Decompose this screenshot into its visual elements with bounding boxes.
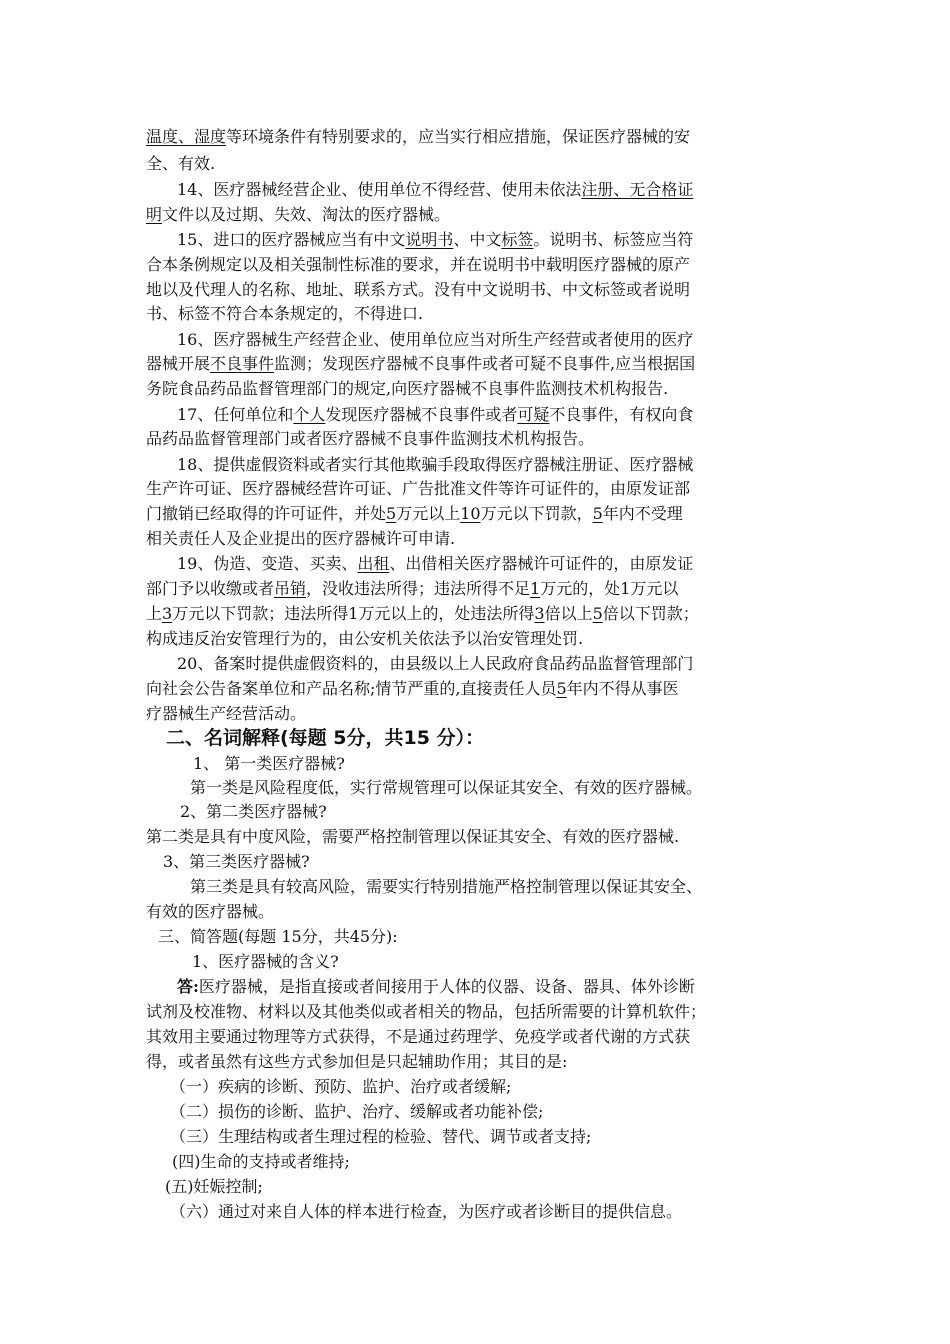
text-line	[163, 850, 310, 876]
underlined-text: 可疑	[517, 405, 550, 424]
text-line	[146, 825, 679, 851]
underlined-text: 不良事件	[210, 354, 275, 373]
text-line	[146, 427, 594, 453]
text-segment: 倍以下罚款；	[602, 604, 699, 623]
text-segment: 生产许可证、医疗器械经营许可证、广告批准文件等许可证件的，由原发证部	[146, 479, 691, 498]
text-line	[146, 253, 690, 279]
underlined-text: 明	[146, 205, 163, 224]
text-line	[177, 652, 693, 678]
text-segment: 3、第三类医疗器械?	[163, 852, 310, 871]
underlined-text: 3	[162, 604, 173, 623]
text-line	[177, 552, 693, 578]
text-line	[146, 1025, 690, 1051]
text-segment: （二）损伤的诊断、监护、治疗、缓解或者功能补偿;	[170, 1102, 544, 1121]
text-line	[146, 577, 678, 603]
text-segment: 试剂及校准物、材料以及其他类似或者相关的物品，包括所需要的计算机软件；	[146, 1002, 707, 1021]
text-segment: 18、提供虚假资料或者实行其他欺骗手段取得医疗器械注册证、医疗器械	[177, 455, 694, 474]
underlined-text: 10	[460, 504, 481, 523]
text-segment: 上	[146, 604, 163, 623]
text-segment: 得，或者虽然有这些方式参加但是只起辅助作用；其目的是:	[146, 1052, 568, 1071]
underlined-text: 标签	[501, 230, 534, 249]
text-segment: 第二类是具有中度风险，需要严格控制管理以保证其安全、有效的医疗器械.	[146, 827, 680, 846]
list-item	[170, 1200, 682, 1226]
text-segment: 器械开展	[146, 354, 211, 373]
underlined-text: 5	[592, 604, 603, 623]
text-segment: 其效用主要通过物理等方式获得，不是通过药理学、免疫学或者代谢的方式获	[146, 1027, 691, 1046]
text-segment: 务院食品药品监督管理部门的规定,向医疗器械不良事件监测技术机构报告.	[146, 379, 669, 398]
text-segment: 万元以上	[396, 504, 461, 523]
underlined-text: 3	[534, 604, 545, 623]
text-segment: (四)生命的支持或者维持;	[172, 1152, 350, 1171]
underlined-text: 注册、无合格证	[581, 180, 694, 199]
text-segment: 20、备案时提供虚假资料的，由县级以上人民政府食品药品监督管理部门	[177, 654, 694, 673]
underlined-text: 个人	[293, 405, 326, 424]
text-line	[146, 702, 306, 728]
text-segment: 相关责任人及企业提出的医疗器械许可申请.	[146, 529, 456, 548]
section-heading	[158, 925, 398, 951]
text-line	[146, 677, 679, 703]
text-line	[146, 1000, 706, 1026]
text-segment: 年内不受理	[602, 504, 683, 523]
text-line	[177, 328, 693, 354]
underlined-text: 吊销	[274, 579, 307, 598]
text-segment: 部门予以收缴或者	[146, 579, 275, 598]
underlined-text: 出租	[357, 554, 390, 573]
text-line	[177, 975, 695, 1001]
text-line	[146, 152, 215, 178]
underlined-text: 5	[556, 679, 567, 698]
text-segment: 合本条例规定以及相关强制性标准的要求，并在说明书中载明医疗器械的原产	[146, 255, 691, 274]
list-item	[170, 1075, 511, 1101]
text-segment: 不良事件，有权向食	[549, 405, 694, 424]
text-segment: 14、医疗器械经营企业、使用单位不得经营、使用未依法	[177, 180, 582, 199]
text-line	[146, 278, 690, 304]
text-segment: 、中文	[453, 230, 502, 249]
text-segment: 三、简答题(每题 15分，共45分):	[158, 927, 398, 946]
underlined-text: 说明书	[405, 230, 454, 249]
text-segment: (五)妊娠控制;	[165, 1177, 263, 1196]
text-segment: 万元以下罚款；违法所得1万元以上的，处违法所得	[172, 604, 535, 623]
text-line	[193, 752, 345, 778]
text-segment: （六）通过对来自人体的样本进行检查，为医疗或者诊断目的提供信息。	[170, 1202, 683, 1221]
section-heading	[166, 726, 484, 752]
text-segment: 医疗器械，是指直接或者间接用于人体的仪器、设备、器具、体外诊断	[198, 977, 695, 996]
list-item	[165, 1175, 263, 1201]
text-line	[146, 203, 450, 229]
text-segment: （三）生理结构或者生理过程的检验、替代、调节或者支持;	[170, 1127, 592, 1146]
text-segment: 1、 第一类医疗器械?	[193, 754, 345, 773]
text-line	[146, 352, 695, 378]
text-segment: 监测；发现医疗器械不良事件或者可疑不良事件,应当根据国	[274, 354, 696, 373]
text-line	[146, 125, 690, 151]
underlined-text: 温度、湿度	[146, 127, 227, 146]
text-segment: 万元的，处1万元以	[540, 579, 679, 598]
text-segment: 19、伪造、变造、买卖、	[177, 554, 358, 573]
text-segment: 发现医疗器械不良事件或者	[325, 405, 518, 424]
underlined-text: 5	[592, 504, 603, 523]
text-segment: 书、标签不符合本条规定的，不得进口.	[146, 304, 424, 323]
text-line	[146, 502, 683, 528]
text-line	[190, 875, 702, 901]
text-line	[146, 900, 274, 926]
text-segment: 地以及代理人的名称、地址、联系方式。没有中文说明书、中文标签或者说明	[146, 280, 691, 299]
text-line	[146, 302, 423, 328]
text-line	[146, 527, 455, 553]
text-segment: 年内不得从事医	[566, 679, 679, 698]
text-line	[146, 377, 668, 403]
text-segment: 倍以上	[544, 604, 593, 623]
text-segment: 2、第二类医疗器械?	[180, 802, 327, 821]
text-line	[180, 800, 327, 826]
text-segment: 第一类是风险程度低，实行常规管理可以保证其安全、有效的医疗器械。	[190, 778, 703, 797]
text-segment: 全、有效.	[146, 154, 216, 173]
text-line	[146, 477, 690, 503]
underlined-text: 5	[386, 504, 397, 523]
text-line	[177, 403, 693, 429]
text-segment: 疗器械生产经营活动。	[146, 704, 307, 723]
text-line	[146, 1050, 567, 1076]
text-segment: 16、医疗器械生产经营企业、使用单位应当对所生产经营或者使用的医疗	[177, 330, 694, 349]
text-segment: 17、任何单位和	[177, 405, 294, 424]
text-segment: 构成违反治安管理行为的，由公安机关依法予以治安管理处罚.	[146, 629, 584, 648]
list-item	[170, 1125, 591, 1151]
text-segment: 有效的医疗器械。	[146, 902, 275, 921]
text-segment: 15、进口的医疗器械应当有中文	[177, 230, 406, 249]
text-segment: 、出借相关医疗器械许可证件的，由原发证	[389, 554, 694, 573]
list-item	[172, 1150, 350, 1176]
text-segment: 向社会公告备案单位和产品名称;情节严重的,直接责任人员	[146, 679, 557, 698]
text-line	[177, 228, 693, 254]
text-segment: 第三类是具有较高风险，需要实行特别措施严格控制管理以保证其安全、	[190, 877, 703, 896]
text-segment: 1、医疗器械的含义?	[192, 952, 339, 971]
text-line	[177, 453, 693, 479]
text-line	[146, 602, 699, 628]
text-line	[190, 776, 702, 802]
text-segment: 。说明书、标签应当符	[533, 230, 694, 249]
text-segment: 万元以下罚款，	[480, 504, 593, 523]
text-segment: （一）疾病的诊断、预防、监护、治疗或者缓解;	[170, 1077, 512, 1096]
text-line	[177, 178, 693, 204]
text-segment: 门撤销已经取得的许可证件，并处	[146, 504, 387, 523]
text-line	[146, 627, 583, 653]
text-line	[192, 950, 339, 976]
underlined-text: 1	[530, 579, 541, 598]
text-segment: ，没收违法所得；违法所得不足	[306, 579, 531, 598]
list-item	[170, 1100, 543, 1126]
text-segment: 等环境条件有特别要求的，应当实行相应措施，保证医疗器械的安	[226, 127, 691, 146]
text-segment: 文件以及过期、失效、淘汰的医疗器械。	[162, 205, 451, 224]
bold-text: 答:	[177, 977, 199, 996]
text-segment: 品药品监督管理部门或者医疗器械不良事件监测技术机构报告。	[146, 429, 595, 448]
text-segment: 二、名词解释(每题 5分，共15 分）：	[166, 727, 485, 749]
